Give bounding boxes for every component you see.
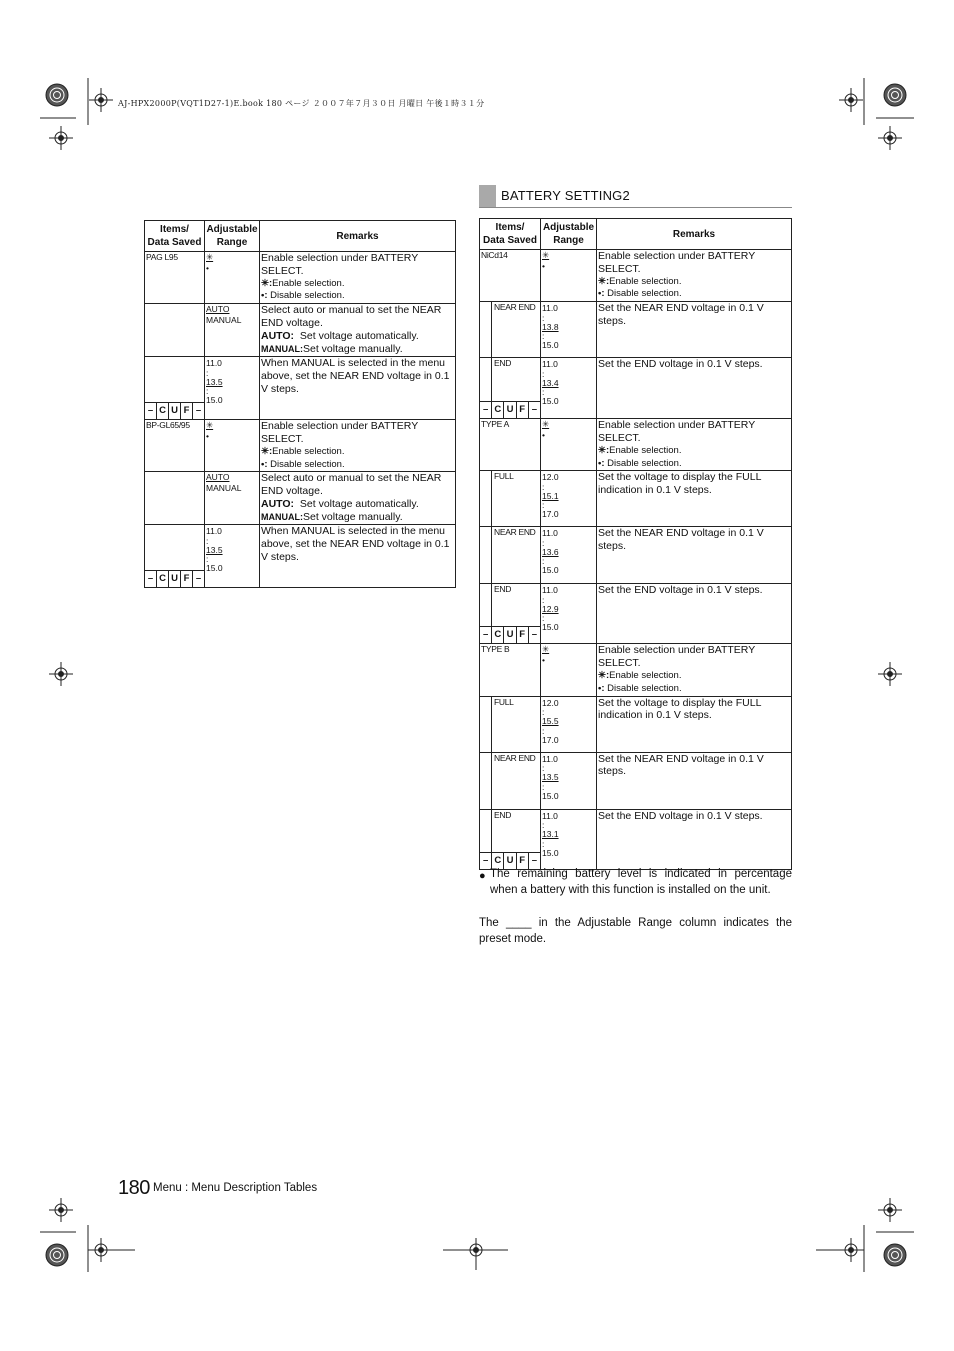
battery-level-note-text: The remaining battery level is indicated in percentage when a battery with this function is installed on the unit. (490, 868, 792, 896)
range-min: 11.0 (542, 753, 558, 764)
range-dot: • (206, 262, 209, 273)
range-preset: 13.5 (206, 544, 223, 555)
items-cell (480, 302, 541, 358)
remark-text: When MANUAL is selected in the menu above, set the NEAR END voltage in 0.1 V steps. (261, 525, 450, 563)
range-dots: : (206, 386, 209, 397)
remark-text: Set the voltage to display the FULL indication in 0.1 V steps. (598, 696, 762, 722)
range-dot: • (542, 654, 545, 665)
range-dots: : (542, 781, 545, 792)
sub-item-name: FULL (491, 697, 540, 752)
range-dots: : (542, 368, 545, 379)
remarks-cell (260, 252, 456, 304)
data-saved-cuf: – C U F – (145, 402, 204, 419)
range-min: 12.0 (542, 472, 559, 483)
range-cell (205, 252, 260, 304)
item-name: PAG L95 (146, 252, 178, 262)
items-cell (480, 696, 541, 752)
remark-dot-line: •: Disable selection. (598, 457, 682, 469)
header-adjustable-range: Adjustable Range (541, 219, 597, 250)
range-min: 11.0 (542, 810, 558, 821)
range-max: 15.0 (542, 622, 559, 633)
range-dots: : (542, 707, 545, 718)
items-cell (145, 525, 205, 588)
range-dots: : (542, 594, 545, 605)
items-cell (480, 584, 541, 644)
header-items: Items/ Data Saved (145, 221, 205, 252)
item-name: NiCd14 (481, 250, 508, 260)
range-dots: : (542, 331, 545, 342)
range-dots: : (542, 537, 545, 548)
items-cell (480, 358, 541, 419)
items-cell (145, 420, 205, 472)
range-cell (541, 419, 597, 471)
range-preset: 13.8 (542, 321, 559, 332)
remark-text: Set the NEAR END voltage in 0.1 V steps. (598, 527, 764, 553)
range-dots: : (206, 554, 209, 565)
range-preset: 13.4 (542, 377, 559, 388)
range-cell (541, 752, 597, 809)
remarks-cell (597, 419, 792, 471)
remarks-cell (597, 527, 792, 584)
remark-dot-line: •: Disable selection. (598, 682, 682, 694)
remark-text: Set the voltage to display the FULL indication in 0.1 V steps. (598, 471, 762, 497)
range-dot: • (542, 429, 545, 440)
range-auto-preset: AUTO (206, 304, 230, 315)
remark-star-line: ✳:Enable selection. (598, 669, 682, 681)
remark-auto-line: AUTO: Set voltage automatically. (261, 497, 419, 510)
remarks-cell (260, 472, 456, 525)
range-auto-preset: AUTO (206, 472, 230, 483)
data-saved-cuf: – C U F – (480, 626, 540, 643)
range-star-preset: ✳ (542, 644, 550, 655)
page-footer-label: Menu : Menu Description Tables (153, 1182, 318, 1194)
range-cell (541, 644, 597, 696)
remarks-cell (260, 525, 456, 588)
range-star-preset: ✳ (542, 419, 550, 430)
range-preset: 15.1 (542, 490, 559, 501)
range-cell (205, 472, 260, 525)
item-name: TYPE B (481, 644, 510, 655)
remarks-cell (260, 357, 456, 420)
remark-text: When MANUAL is selected in the menu above, set the NEAR END voltage in 0.1 V steps. (261, 357, 450, 395)
range-max: 15.0 (542, 340, 559, 351)
items-cell (480, 250, 541, 302)
range-max: 17.0 (542, 734, 559, 745)
remark-dot-line: •: Disable selection. (598, 288, 682, 300)
range-dot: • (206, 430, 209, 441)
print-header-line: AJ-HPX2000P(VQT1D27-1)E.book 180 ページ ２００７年７月３０日 月曜日 午後１時３１分 (118, 99, 485, 108)
remark-enable-line: Enable selection under BATTERY SELECT. (261, 252, 419, 277)
items-cell (480, 809, 541, 869)
preset-mode-note: The ____ in the Adjustable Range column indicates the preset mode. (479, 917, 792, 945)
range-min: 11.0 (206, 358, 222, 369)
range-min: 11.0 (542, 528, 558, 539)
range-cell (205, 420, 260, 472)
range-manual: MANUAL (206, 482, 242, 493)
data-saved-cuf: – C U F – (480, 401, 540, 418)
sub-item-name: FULL (491, 471, 540, 526)
range-cell (541, 584, 597, 644)
table-row (145, 472, 456, 525)
remark-enable-line: Enable selection under BATTERY SELECT. (598, 419, 756, 444)
remarks-cell (597, 358, 792, 419)
range-dot: • (542, 260, 545, 271)
range-dots: : (542, 613, 545, 624)
range-star-preset: ✳ (206, 252, 214, 262)
remarks-cell (260, 420, 456, 472)
remarks-cell (597, 696, 792, 752)
table-row (480, 527, 792, 584)
range-dots: : (206, 535, 209, 546)
header-items: Items/ Data Saved (480, 219, 541, 250)
remark-text: Set the NEAR END voltage in 0.1 V steps. (598, 752, 764, 778)
remarks-cell (597, 644, 792, 696)
sub-item-name: END (491, 584, 540, 643)
remark-text: Set the END voltage in 0.1 V steps. (598, 358, 763, 371)
range-dots: : (542, 725, 545, 736)
remarks-cell (597, 584, 792, 644)
range-dots: : (206, 367, 209, 378)
item-name: TYPE A (481, 419, 509, 430)
items-cell (480, 752, 541, 809)
remarks-cell (597, 752, 792, 809)
range-min: 11.0 (542, 585, 558, 596)
range-manual: MANUAL (206, 314, 242, 325)
items-cell (145, 357, 205, 420)
range-preset: 13.1 (542, 829, 559, 840)
table-row (145, 304, 456, 357)
range-dots: : (542, 820, 545, 831)
remark-enable-line: Enable selection under BATTERY SELECT. (598, 644, 756, 670)
remarks-cell (597, 471, 792, 527)
remark-star-line: ✳:Enable selection. (261, 277, 345, 289)
range-max: 15.0 (542, 396, 559, 407)
sub-item-name: NEAR END (491, 302, 540, 357)
range-preset: 13.5 (206, 376, 223, 387)
table-row (480, 471, 792, 527)
range-max: 15.0 (542, 847, 559, 858)
range-dots: : (542, 838, 545, 849)
remark-dot-line: •: Disable selection. (261, 458, 345, 470)
table-row (480, 419, 792, 471)
range-max: 15.0 (542, 790, 559, 801)
remark-text: Set the END voltage in 0.1 V steps. (598, 584, 763, 597)
range-cell (541, 302, 597, 358)
remarks-cell (597, 250, 792, 302)
range-cell (541, 809, 597, 869)
range-cell (205, 304, 260, 357)
range-max: 17.0 (542, 509, 559, 520)
section-title-text: BATTERY SETTING2 (501, 188, 630, 203)
sub-item-name: END (491, 810, 540, 869)
remark-auto-line: AUTO: Set voltage automatically. (261, 329, 419, 342)
range-cell (541, 250, 597, 302)
range-dots: : (542, 387, 545, 398)
table-row (480, 752, 792, 809)
range-min: 12.0 (542, 697, 559, 708)
section-title-bar (479, 185, 496, 207)
range-dots: : (542, 763, 545, 774)
items-cell (145, 252, 205, 304)
remark-star-line: ✳:Enable selection. (598, 444, 682, 456)
range-min: 11.0 (542, 359, 558, 370)
table-row (480, 809, 792, 869)
range-dots: : (542, 556, 545, 567)
remark-automanual-line: Select auto or manual to set the NEAR END voltage. (261, 304, 442, 329)
items-cell (480, 419, 541, 471)
table-row (145, 525, 456, 588)
sub-item-name: NEAR END (491, 527, 540, 583)
items-cell (480, 471, 541, 527)
left-settings-table (144, 220, 456, 588)
remark-automanual-line: Select auto or manual to set the NEAR END voltage. (261, 472, 442, 498)
items-cell (480, 527, 541, 584)
table-row (480, 358, 792, 419)
range-cell (205, 357, 260, 420)
range-max: 15.0 (206, 395, 223, 406)
table-row (480, 696, 792, 752)
bullet-icon: ● (479, 870, 486, 882)
table-row (480, 250, 792, 302)
table-row (145, 420, 456, 472)
table-row (480, 644, 792, 696)
remark-dot-line: •: Disable selection. (261, 290, 345, 302)
items-cell (480, 644, 541, 696)
sub-item-name: NEAR END (491, 753, 540, 809)
section-title (479, 185, 792, 208)
range-dots: : (542, 312, 545, 323)
remark-manual-line: MANUAL:Set voltage manually. (261, 342, 403, 355)
remark-text: Set the NEAR END voltage in 0.1 V steps. (598, 302, 764, 327)
range-dots: : (542, 500, 545, 511)
range-min: 11.0 (542, 303, 558, 314)
range-star-preset: ✳ (542, 250, 550, 260)
remarks-cell (597, 302, 792, 358)
item-name: BP-GL65/95 (146, 420, 190, 431)
range-cell (541, 471, 597, 527)
header-adjustable-range: Adjustable Range (205, 221, 260, 252)
range-cell (541, 358, 597, 419)
remarks-cell (260, 304, 456, 357)
data-saved-cuf: – C U F – (145, 570, 204, 587)
battery-level-note (479, 866, 792, 898)
range-preset: 13.5 (542, 772, 559, 783)
items-cell (145, 472, 205, 525)
table-row (145, 252, 456, 304)
range-preset: 13.6 (542, 546, 559, 557)
header-remarks: Remarks (597, 219, 792, 250)
range-min: 11.0 (206, 526, 222, 537)
range-star-preset: ✳ (206, 420, 214, 431)
range-cell (205, 525, 260, 588)
range-preset: 12.9 (542, 603, 559, 614)
table-row (480, 584, 792, 644)
sub-item-name: END (491, 358, 540, 418)
range-preset: 15.5 (542, 716, 559, 727)
data-saved-cuf: – C U F – (480, 852, 540, 869)
header-remarks: Remarks (260, 221, 456, 252)
table-row (145, 357, 456, 420)
range-cell (541, 696, 597, 752)
remarks-cell (597, 809, 792, 869)
remark-star-line: ✳:Enable selection. (598, 275, 682, 287)
battery-setting2-table (479, 218, 792, 870)
table-row (480, 302, 792, 358)
remark-enable-line: Enable selection under BATTERY SELECT. (261, 420, 419, 445)
range-dots: : (542, 481, 545, 492)
remark-manual-line: MANUAL:Set voltage manually. (261, 510, 403, 523)
remark-enable-line: Enable selection under BATTERY SELECT. (598, 250, 756, 275)
range-cell (541, 527, 597, 584)
items-cell (145, 304, 205, 357)
range-max: 15.0 (542, 565, 559, 576)
page-number: 180 (118, 1177, 150, 1199)
remark-text: Set the END voltage in 0.1 V steps. (598, 809, 763, 822)
remark-star-line: ✳:Enable selection. (261, 445, 345, 457)
range-max: 15.0 (206, 563, 223, 574)
